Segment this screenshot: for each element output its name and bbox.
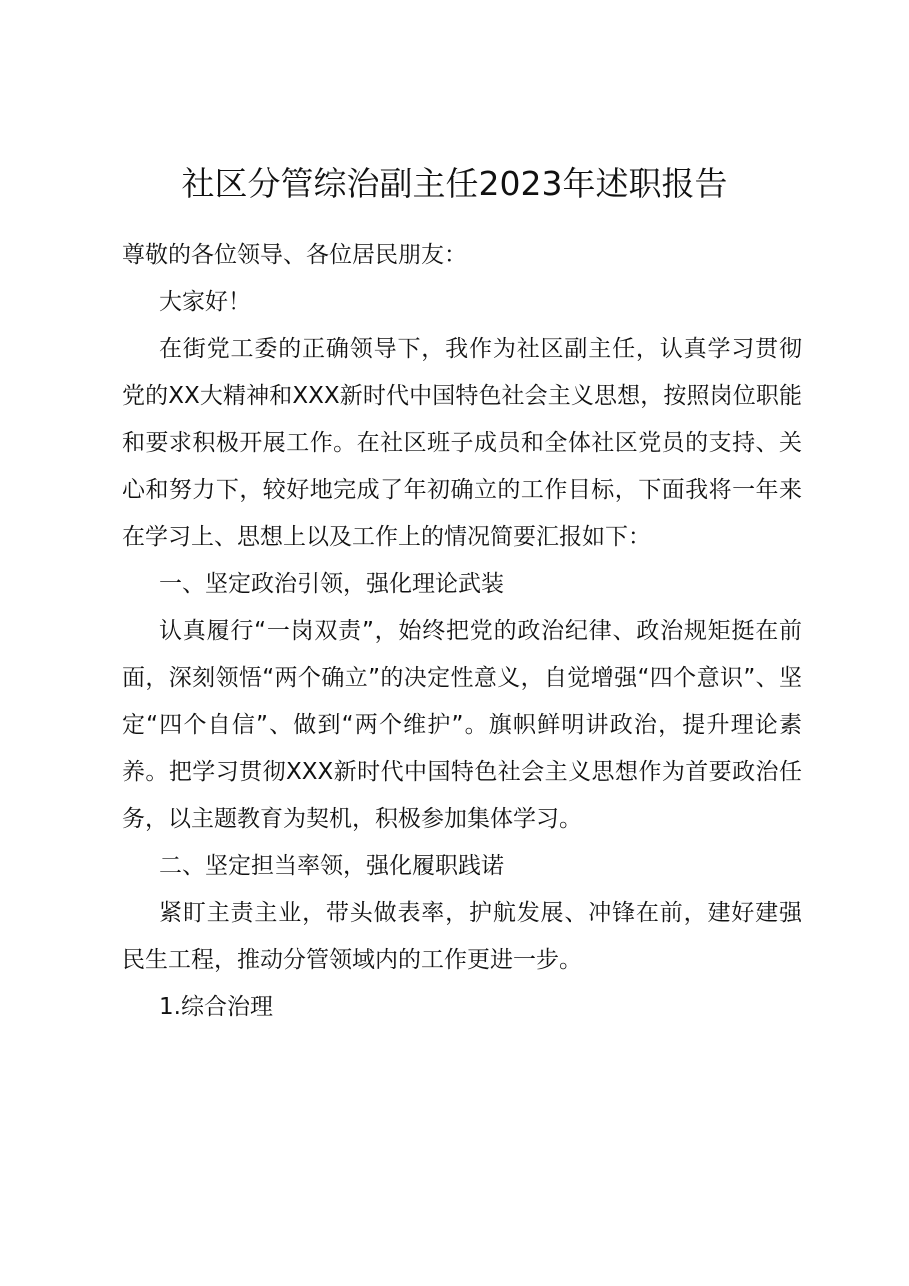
document-body [122, 232, 802, 1031]
section-heading-2: 二、坚定担当率领，强化履职践诺 [159, 853, 504, 879]
salutation: 尊敬的各位领导、各位居民朋友： [122, 242, 467, 268]
subsection-heading-1: 1.综合治理 [159, 994, 273, 1020]
intro-paragraph: 在街党工委的正确领导下，我作为社区副主任，认真学习贯彻党的XX大精神和XXX新时代中国特色社会主义思想，按照岗位职能和要求积极开展工作。在社区班子成员和全体社区党员的支持、关心和努力下，较好地完成了年初确立的工作目标，下面我将一年来在学习上、思想上以及工作上的情况简要汇报如下： [122, 336, 802, 550]
greeting: 大家好！ [159, 289, 251, 315]
document-title: 社区分管综治副主任2023年述职报告 [181, 164, 728, 203]
section-2-paragraph: 紧盯主责主业，带头做表率，护航发展、冲锋在前，建好建强民生工程，推动分管领域内的工作更进一步。 [122, 900, 802, 973]
section-heading-1: 一、坚定政治引领，强化理论武装 [159, 571, 504, 597]
section-1-paragraph: 认真履行“一岗双责”，始终把党的政治纪律、政治规矩挺在前面，深刻领悟“两个确立”的决定性意义，自觉增强“四个意识”、坚定“四个自信”、做到“两个维护”。旗帜鲜明讲政治，提升理论素养。把学习贯彻XXX新时代中国特色社会主义思想作为首要政治任务，以主题教育为契机，积极参加集体学习。 [122, 618, 802, 832]
